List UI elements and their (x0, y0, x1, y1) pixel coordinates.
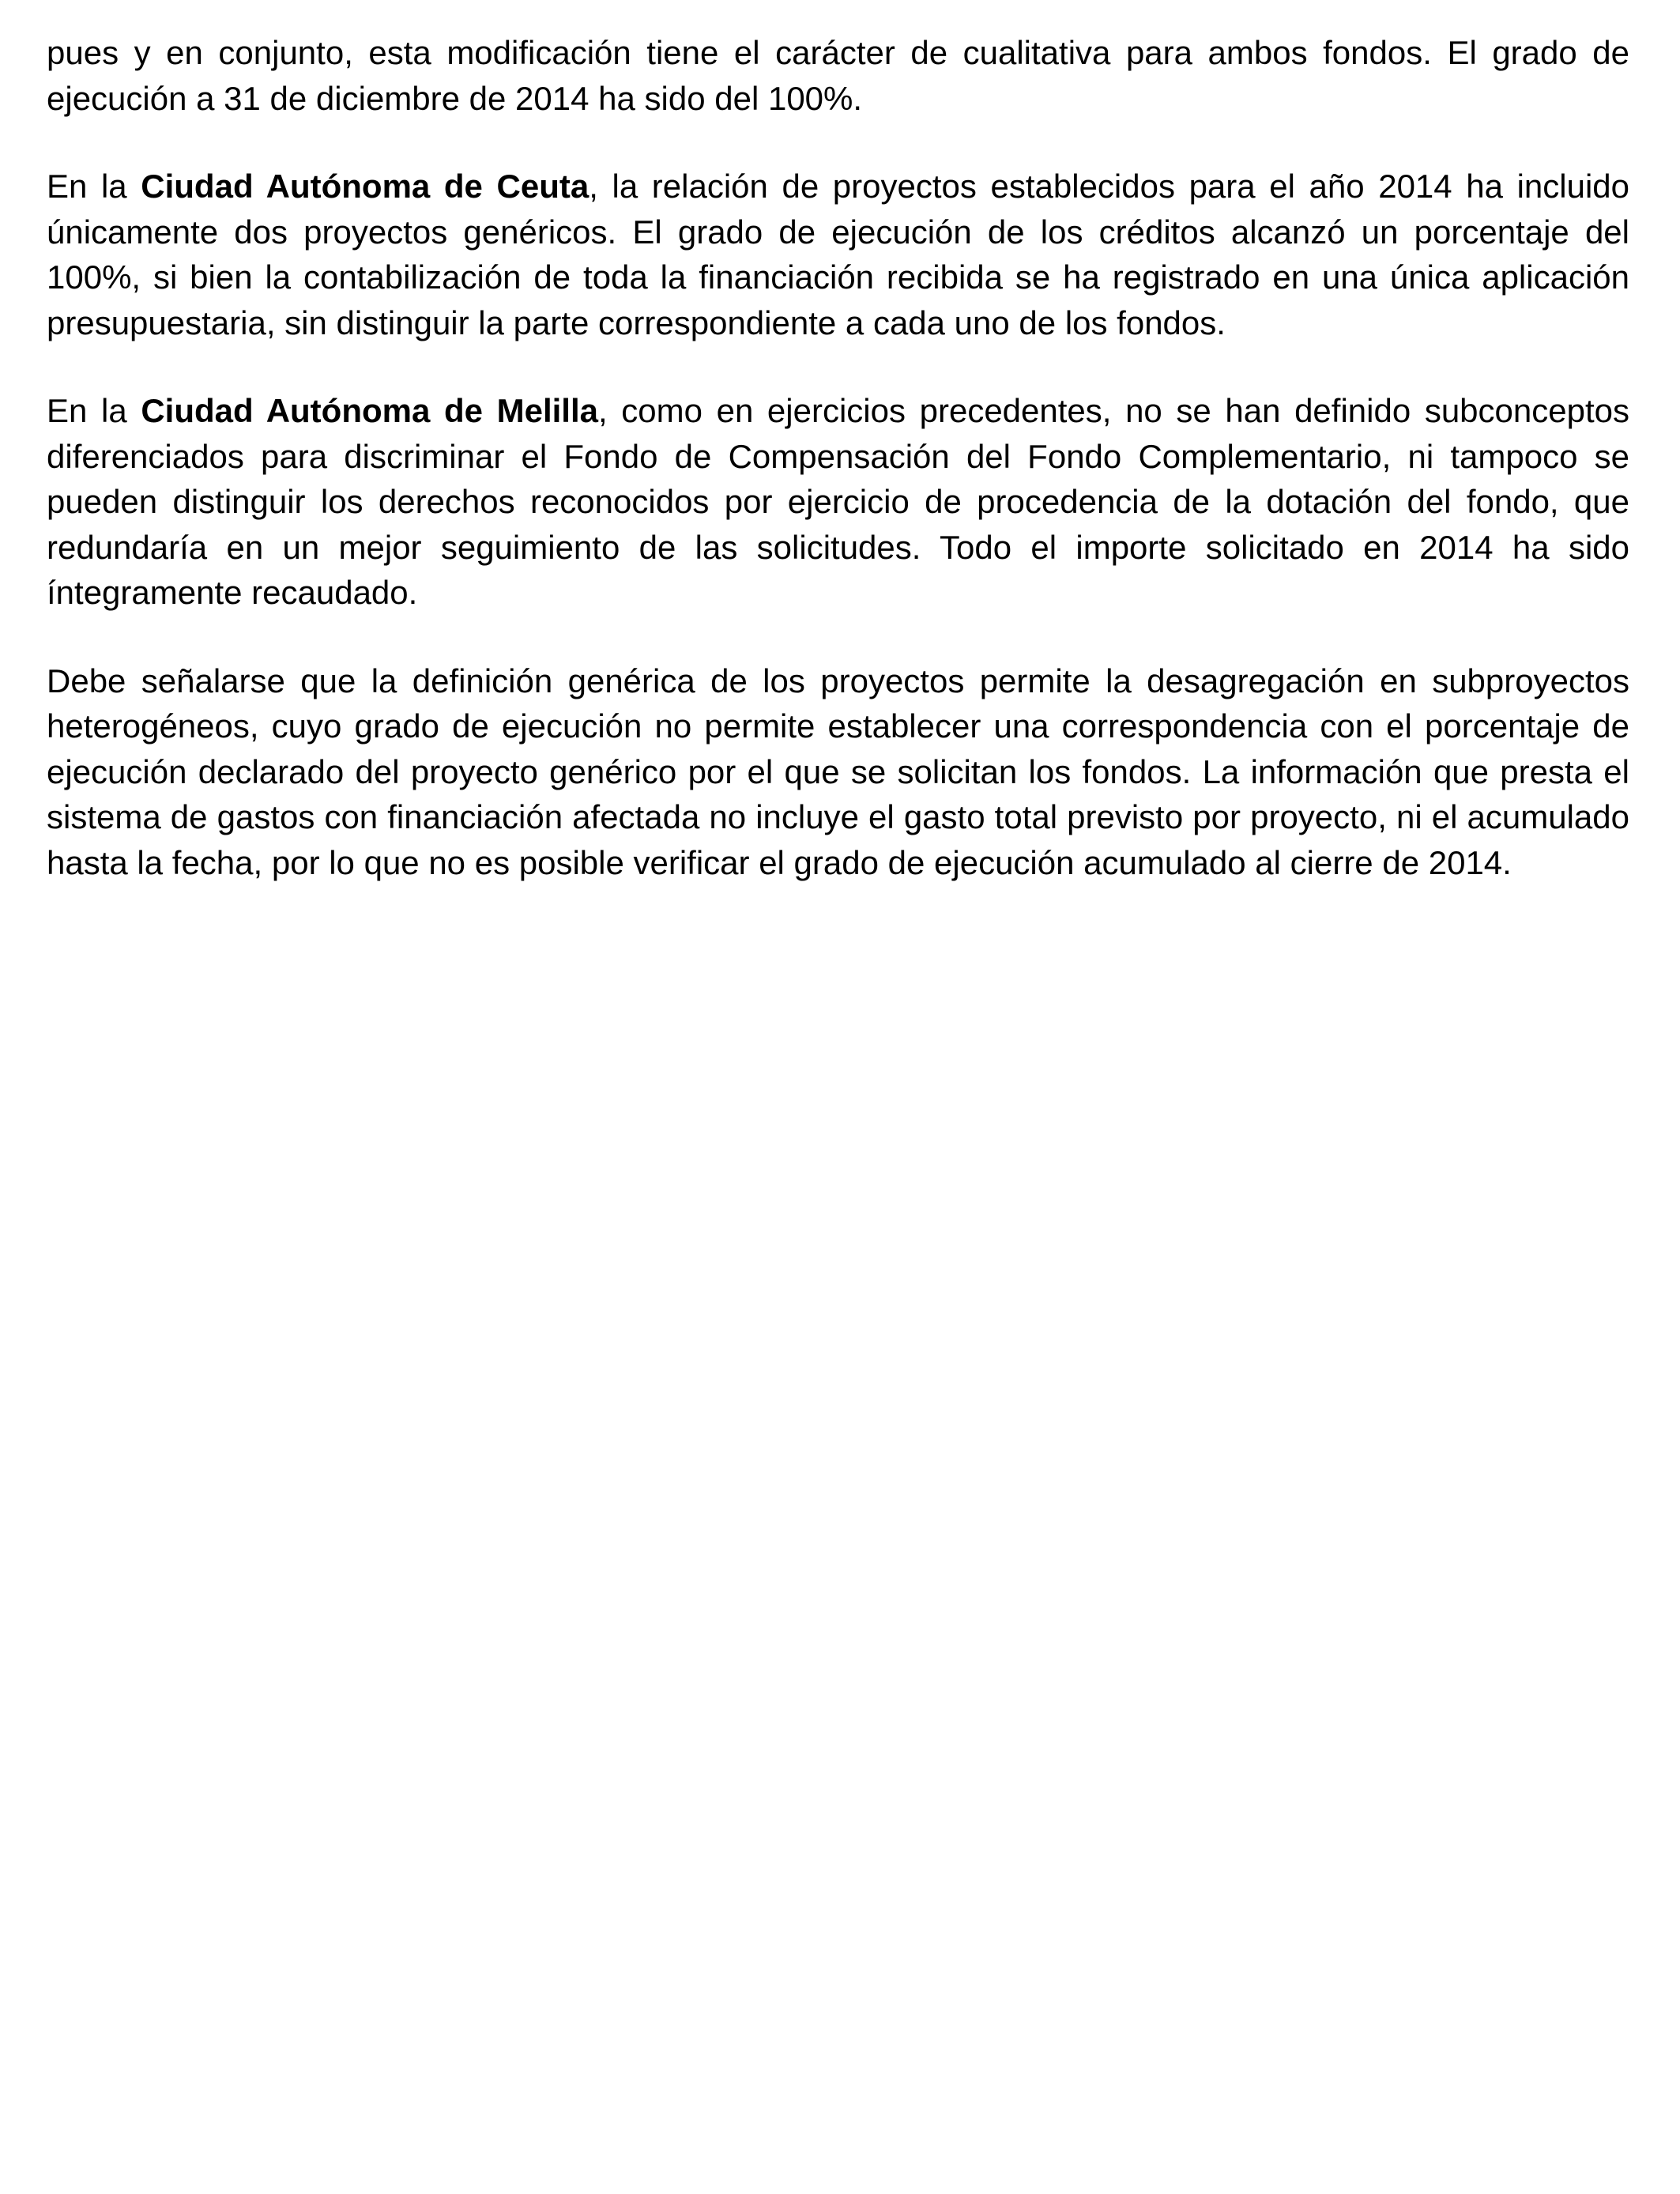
paragraph-execution-grade: pues y en conjunto, esta modificación tiene el carácter de cualitativa para ambos fondos. El grado de ejecución a 31 de diciembre de 2014 ha sido del 100%. (47, 34, 1629, 117)
paragraph-ceuta-lead: En la (47, 168, 141, 205)
paragraph-melilla-lead: En la (47, 392, 141, 429)
document-page (47, 30, 1629, 928)
ceuta-heading-bold: Ciudad Autónoma de Ceuta (141, 168, 590, 205)
paragraph-melilla-body: , como en ejercicios precedentes, no se han definido subconceptos diferenciados para discriminar el Fondo de Compensación del Fondo Complementario, ni tampoco se pueden distinguir los derechos reconocidos por ejercicio de procedencia de la dotación del fondo, que redundaría en un mejor seguimiento de las solicitudes. Todo el importe solicitado en 2014 ha sido íntegramente recaudado. (47, 392, 1630, 611)
melilla-heading-bold: Ciudad Autónoma de Melilla (141, 392, 598, 429)
paragraph-ceuta-body: , la relación de proyectos establecidos para el año 2014 ha incluido únicamente dos proyectos genéricos. El grado de ejecución de los créditos alcanzó un porcentaje del 100%, si bien la contabilización de toda la financiación recibida se ha registrado en una única aplicación presupuestaria, sin distinguir la parte correspondiente a cada uno de los fondos. (47, 168, 1629, 341)
paragraph-generic-projects: Debe señalarse que la definición genérica de los proyectos permite la desagregación en subproyectos heterogéneos, cuyo grado de ejecución no permite establecer una correspondencia con el porcentaje de ejecución declarado del proyecto genérico por el que se solicitan los fondos. La información que presta el sistema de gastos con financiación afectada no incluye el gasto total previsto por proyecto, ni el acumulado hasta la fecha, por lo que no es posible verificar el grado de ejecución acumulado al cierre de 2014. (47, 662, 1629, 881)
paragraph-ceuta (47, 164, 1629, 345)
paragraph-melilla (47, 388, 1629, 616)
